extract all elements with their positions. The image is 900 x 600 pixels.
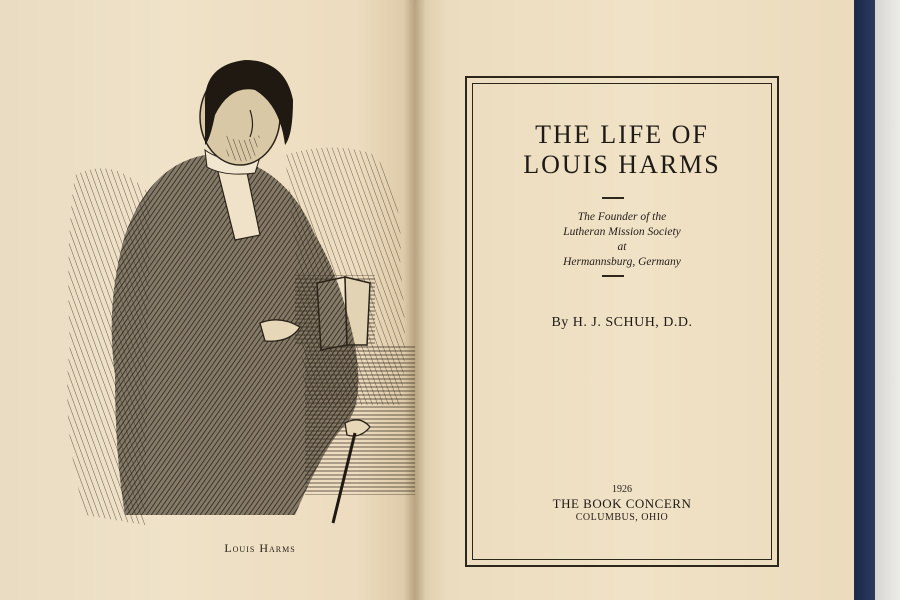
portrait-engraving — [55, 45, 415, 540]
book-author: By H. J. SCHUH, D.D. — [551, 315, 693, 330]
subtitle-line-1: The Founder of the — [577, 211, 667, 223]
portrait-caption: Louis Harms — [224, 541, 296, 555]
book-title-line-1: THE LIFE OF — [535, 120, 709, 149]
title-rule-bottom — [602, 275, 624, 277]
book-subtitle — [472, 210, 772, 270]
subtitle-line-3: at — [617, 241, 627, 253]
publication-year: 1926 — [612, 484, 632, 495]
title-rule-top — [602, 197, 624, 199]
book-title — [472, 120, 772, 180]
subtitle-line-4: Hermannsburg, Germany — [563, 256, 681, 268]
subtitle-line-2: Lutheran Mission Society — [563, 226, 681, 238]
publisher-city: COLUMBUS, OHIO — [575, 512, 669, 523]
publisher-name: THE BOOK CONCERN — [552, 496, 692, 511]
head — [200, 60, 293, 165]
book-title-line-2: LOUIS HARMS — [523, 150, 721, 179]
